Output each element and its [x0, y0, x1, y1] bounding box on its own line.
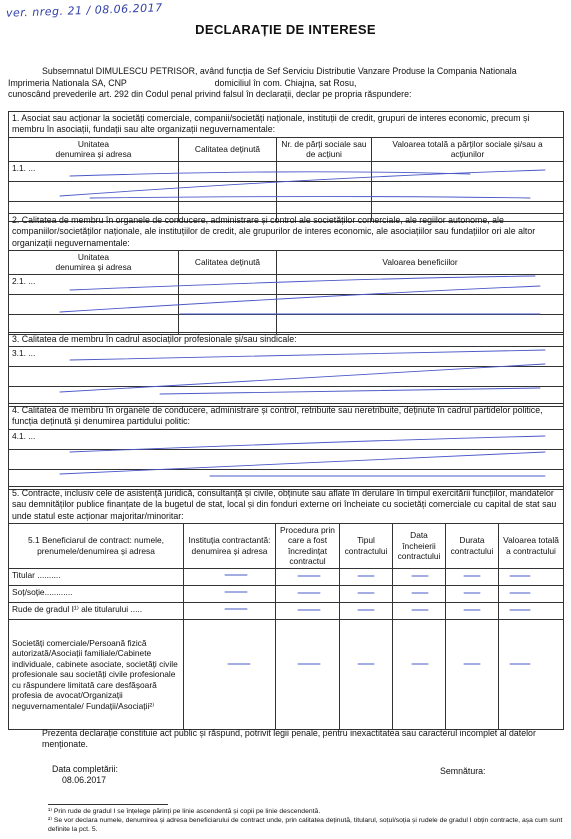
s2-header-benefits: Valoarea beneficiilor: [277, 250, 564, 274]
s5-row-relatives: Rude de gradul I¹⁾ ale titularului .....: [9, 602, 184, 619]
footnote-separator: [48, 804, 168, 805]
s5-row-titular: Titular ..........: [9, 568, 184, 585]
section-5-caption: 5. Contracte, inclusiv cele de asistență juridică, consultanță și civile, obținute sau aflate în derulare în timpul exercitării funcțiilor, mandatelor sau demnităților publice finanțate de la bugetul de stat, local și din fonduri externe ori încheiate cu societăți comerciale cu capital de stat sau unde statul este acționar majoritar/minoritar:: [8, 486, 564, 523]
s2-header-role: Calitatea deținută: [179, 250, 277, 274]
s1-header-value: Valoarea totală a părților sociale și/sau a acțiunilor: [372, 137, 564, 161]
s5-header-value: Valoarea totală a contractului: [499, 523, 564, 568]
s4-row-label: 4.1. ...: [9, 429, 564, 449]
s5-header-institution: Instituția contractantă: denumirea și adresa: [184, 523, 276, 568]
s5-header-procedure: Procedura prin care a fost încredințat contractul: [276, 523, 340, 568]
closing-statement: Prezenta declarație constituie act public și răspund, potrivit legii penale, pentru inexactitatea sau caracterul incomplet al datelor menționate.: [42, 728, 536, 750]
section-3-caption: 3. Calitatea de membru în cadrul asociaților profesionale și/sau sindicale:: [8, 332, 564, 346]
s5-header-beneficiary: 5.1 Beneficiarul de contract: numele, prenumele/denumirea și adresa: [9, 523, 184, 568]
section-4: [8, 403, 564, 490]
section-2: [8, 213, 564, 335]
section-1: [8, 111, 564, 222]
s5-header-type: Tipul contractului: [340, 523, 393, 568]
section-5-table: [8, 523, 564, 730]
footnote-1: ¹⁾ Prin rude de gradul I se înțelege părinți pe linie ascendentă și copii pe linie descendentă.: [48, 808, 321, 815]
section-4-table: [8, 429, 564, 490]
s5-header-duration: Durata contractului: [446, 523, 499, 568]
footnote-2: ²⁾ Se vor declara numele, denumirea și adresa beneficiarului de contract unde, prin calitatea deținută, titularul, soțul/soția și rudele de gradul I obțin contracte, așa cum sunt definite la pct. 5.: [48, 816, 563, 833]
section-1-table: [8, 137, 564, 222]
section-1-caption: 1. Asociat sau acționar la societăți comerciale, companii/societăți naționale, instituții de credit, grupuri de interes economic, precum și membru în asociații, fundații sau alte organizații neguvernamentale:: [8, 111, 564, 137]
section-3: [8, 332, 564, 407]
section-3-table: [8, 346, 564, 407]
section-2-table: [8, 250, 564, 335]
intro-line-2: Imprimeria Nationala SA, CNP domiciliul în com. Chiajna, sat Rosu,: [8, 77, 357, 88]
intro-line-3: cunoscând prevederile art. 292 din Codul penal privind falsul în declarații, declar pe propria răspundere:: [8, 89, 412, 100]
registration-handwriting: ver. nreg. 21 / 08.06.2017: [5, 1, 163, 20]
s1-header-role: Calitatea deținută: [179, 137, 277, 161]
date-label: Data completării:: [52, 764, 119, 774]
signature-label: Semnătura:: [440, 766, 486, 776]
s1-header-unit: Unitatea denumirea și adresa: [9, 137, 179, 161]
section-5: [8, 486, 564, 730]
s5-row-spouse: Soț/soție............: [9, 585, 184, 602]
date-value: 08.06.2017: [62, 775, 107, 785]
s1-header-shares: Nr. de părți sociale sau de acțiuni: [277, 137, 372, 161]
page-title: DECLARAȚIE DE INTERESE: [195, 22, 376, 37]
intro-line-1: Subsemnatul DIMULESCU PETRISOR, având funcția de Sef Serviciu Distributie Vanzare Produse la Compania Nationala: [42, 66, 517, 76]
intro-paragraph: [8, 66, 564, 101]
section-2-caption: 2. Calitatea de membru în organele de conducere, administrare și control ale societăților comerciale, ale regiilor autonome, ale companiilor/societăților naționale, ale instituțiilor de credit, ale grupurilor de interes economic, ale asociațiilor sau fundațiilor ori ale altor organizații neguvernamentale:: [8, 213, 564, 250]
s2-row-label: 2.1. ...: [9, 274, 179, 294]
section-4-caption: 4. Calitatea de membru în organele de conducere, administrare și control, retribuite sau neretribuite, deținute în cadrul partidelor politice, funcția deținută și denumirea partidului politic:: [8, 403, 564, 429]
s5-header-date: Data încheierii contractului: [393, 523, 446, 568]
s1-row-label: 1.1. ...: [9, 161, 179, 181]
s5-row-companies: Societăți comerciale/Persoană fizică autorizată/Asociații familiale/Cabinete individuale, cabinete asociate, societăți civile profesionale sau societăți civile profesionale cu răspundere limitată care desfășoară profesia de avocat/Organizații neguvernamentale/ Fundații/Asociații²⁾: [9, 619, 184, 729]
footnotes: [48, 808, 568, 834]
s3-row-label: 3.1. ...: [9, 347, 564, 367]
s2-header-unit: Unitatea denumirea și adresa: [9, 250, 179, 274]
